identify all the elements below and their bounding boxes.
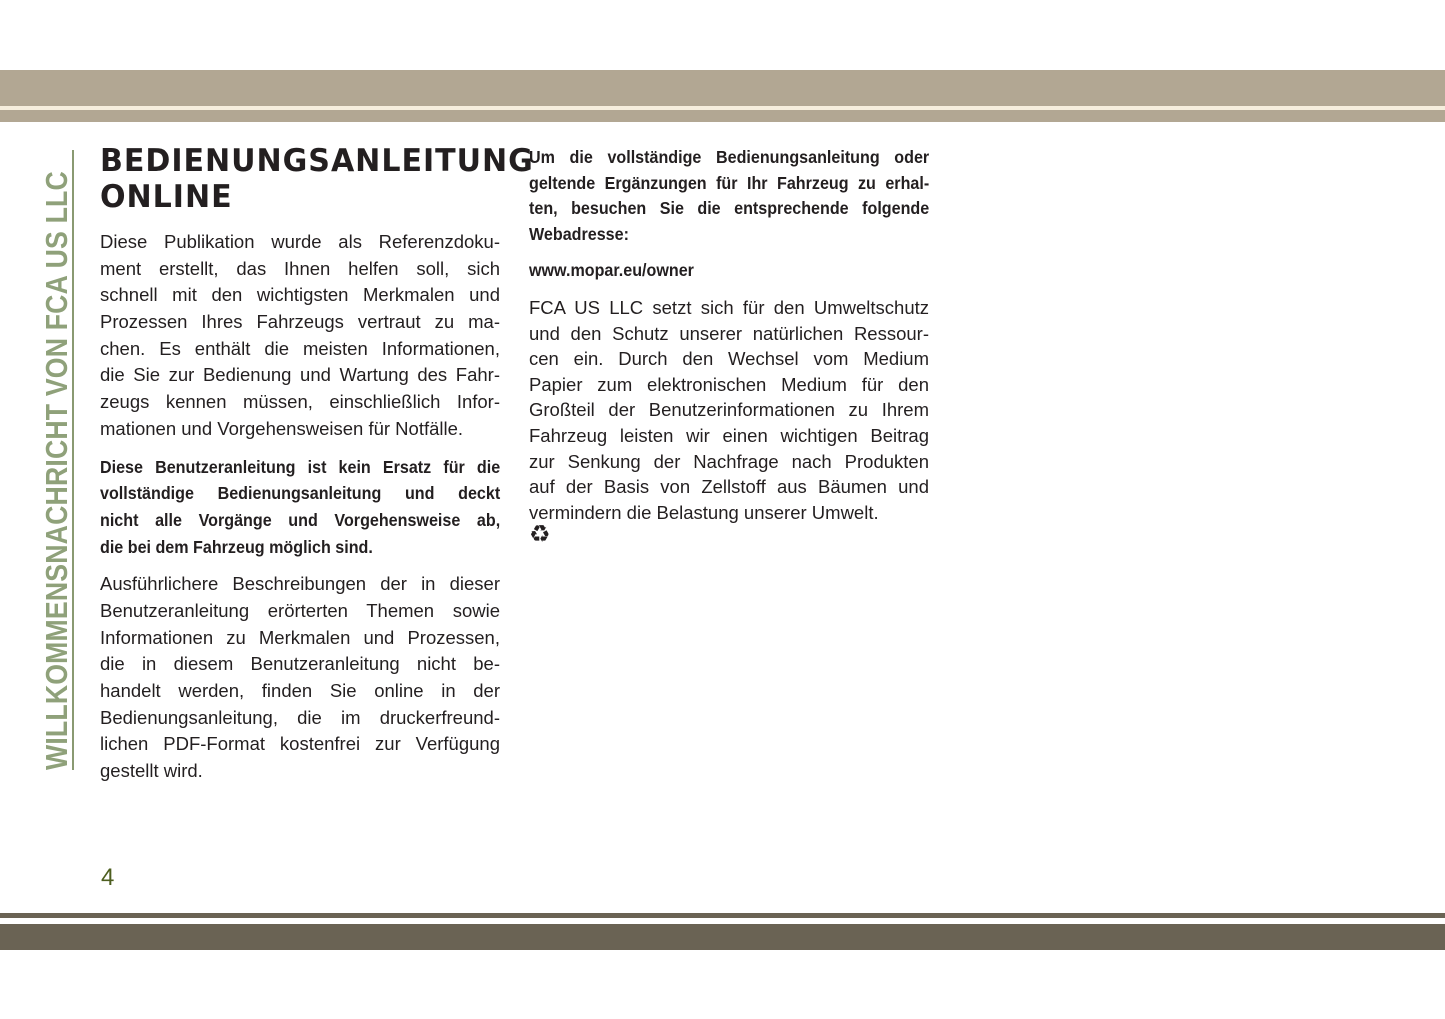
text-line: Fahrzeug leisten wir einen wichtigen Beitrag <box>529 424 929 446</box>
paragraph <box>100 454 500 561</box>
header-band-lower <box>0 110 1445 122</box>
column-right <box>529 145 929 558</box>
text-line: nicht alle Vorgänge und Vorgehensweise ab, <box>100 509 501 530</box>
paragraph <box>100 571 500 785</box>
text-line: Bedienungsanleitung, die im druckerfreund- <box>100 706 500 728</box>
recycle-icon: ♻ <box>529 521 551 549</box>
text-line: schnell mit den wichtigsten Merkmalen und <box>100 284 500 306</box>
text-line: auf der Basis von Zellstoff aus Bäumen und <box>529 476 929 498</box>
text-line: Informationen zu Merkmalen und Prozessen, <box>100 626 500 648</box>
text-line: Papier zum elektronischen Medium für den <box>529 373 929 395</box>
text-line: die in diesem Benutzeranleitung nicht be- <box>100 653 500 675</box>
text-line: Diese Publikation wurde als Referenzdoku- <box>100 231 500 252</box>
text-line: Prozessen Ihres Fahrzeugs vertraut zu ma- <box>100 311 500 333</box>
text-line: Diese Benutzeranleitung ist kein Ersatz für die <box>100 456 501 477</box>
paragraph <box>529 145 929 247</box>
text-line: die bei dem Fahrzeug möglich sind. <box>100 536 373 557</box>
heading-line: ONLINE <box>100 179 233 215</box>
text-line: Webadresse: <box>529 223 629 244</box>
column-left <box>100 229 500 796</box>
text-line: zeugs kennen müssen, einschließlich Infor- <box>100 391 500 413</box>
text-line: cen ein. Durch den Wechsel vom Medium <box>529 348 929 370</box>
text-line: Benutzeranleitung erörterten Themen sowie <box>100 599 500 621</box>
text-line: chen. Es enthält die meisten Informationen, <box>100 337 500 359</box>
text-line: Ausführlichere Beschreibungen der in dieser <box>100 573 500 595</box>
text-line: Großteil der Benutzerinformationen zu Ihrem <box>529 399 929 421</box>
text-line: vollständige Bedienungsanleitung und deckt <box>100 483 501 504</box>
text-line: ten, besuchen Sie die entsprechende folgende <box>529 198 930 219</box>
paragraph <box>529 258 929 284</box>
paragraph <box>529 295 929 547</box>
text-line: gestellt wird. <box>100 760 203 782</box>
footer-stripe <box>0 913 1445 918</box>
text-line: www.mopar.eu/owner <box>529 260 694 281</box>
heading-line: BEDIENUNGSANLEITUNG <box>100 143 534 179</box>
text-line: ment erstellt, das Ihnen helfen soll, sich <box>100 257 500 279</box>
text-line: mationen und Vorgehensweisen für Notfälle. <box>100 417 464 439</box>
page-heading <box>100 143 534 215</box>
footer-band <box>0 924 1445 950</box>
text-line: FCA US LLC setzt sich für den Umweltschutz <box>529 296 929 318</box>
text-line: geltende Ergänzungen für Ihr Fahrzeug zu erhal- <box>529 172 930 193</box>
text-line: die Sie zur Bedienung und Wartung des Fahr- <box>100 364 500 386</box>
text-line: handelt werden, finden Sie online in der <box>100 680 500 701</box>
text-line: lichen PDF-Format kostenfrei zur Verfügung <box>100 733 500 755</box>
page-number: 4 <box>101 864 115 891</box>
text-line: Um die vollständige Bedienungsanleitung oder <box>529 147 930 167</box>
header-band <box>0 70 1445 106</box>
paragraph <box>100 229 500 443</box>
side-section-title: WILLKOMMENSNACHRICHT VON FCA US LLC <box>39 171 74 770</box>
text-line: und den Schutz unserer natürlichen Ressour- <box>529 322 929 344</box>
text-line: zur Senkung der Nachfrage nach Produkten <box>529 450 929 472</box>
text-line: vermindern die Belastung unserer Umwelt. <box>529 501 879 523</box>
